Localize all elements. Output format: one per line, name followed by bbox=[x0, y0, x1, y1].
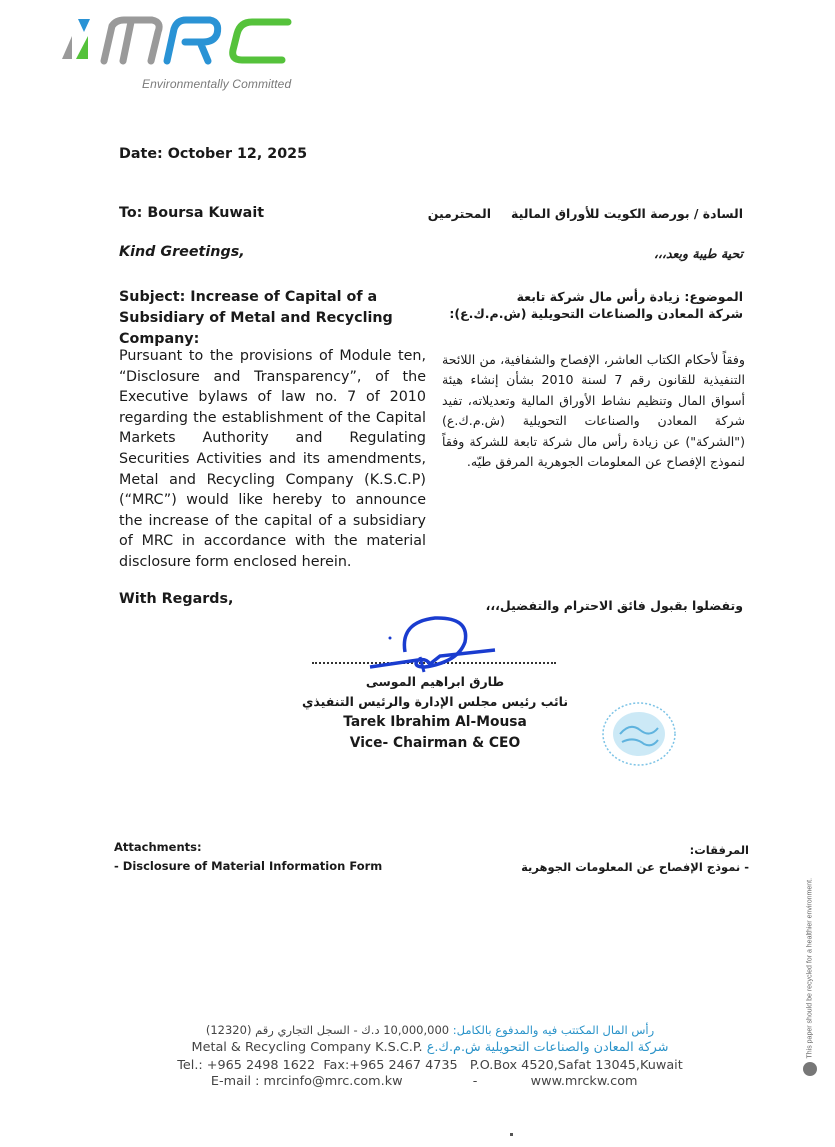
letterhead-footer bbox=[150, 1022, 710, 1089]
mrc-logo bbox=[60, 14, 300, 74]
attachments-label-en: Attachments: bbox=[114, 840, 202, 854]
recipient-ar-name: السادة / بورصة الكويت للأوراق المالية bbox=[511, 206, 743, 221]
footer-company-line bbox=[150, 1039, 710, 1057]
footer-company-ar: شركة المعادن والصناعات التحويلية ش.م.ك.ع bbox=[426, 1040, 669, 1055]
logo-tagline: Environmentally Committed bbox=[142, 77, 292, 91]
attachment-item-ar: - نموذج الإفصاح عن المعلومات الجوهرية bbox=[521, 860, 749, 874]
body-en: Pursuant to the provisions of Module ten, “Disclosure and Transparency”, of the Executive bylaws of law no. 7 of 2010 regarding the establishment of the Capital Markets Authority and Regulating Securities Activities and its amendments, Metal and Recycling Company (K.S.C.P) (“MRC”) would like hereby to announce the increase of the capital of a subsidiary of MRC in accordance with the material disclosure form enclosed herein. bbox=[119, 348, 426, 570]
body-ar: وفقاً لأحكام الكتاب العاشر، الإفصاح والشفافية، من اللائحة التنفيذية للقانون رقم 7 لسنة 2010 بشأن إنشاء هيئة أسواق المال وتنظيم نشاط الأوراق المالية وتعديلاته، تفيد شركة المعادن والصناعات التحويلية (ش.م.ك.ع) ("الشركة") عن زيادة رأس مال شركة تابعة للشركة وفقاً لنموذج الإفصاح عن المعلومات الجوهرية المرفق طيّه. bbox=[442, 352, 745, 470]
footer-tel: Tel.: +965 2498 1622 bbox=[177, 1058, 316, 1073]
company-stamp-icon bbox=[600, 700, 678, 768]
footer-registry-label: د.ك - السجل التجاري رقم bbox=[255, 1023, 380, 1037]
footer-website[interactable]: www.mrckw.com bbox=[530, 1074, 638, 1089]
signatory-name-ar: طارق ابراهيم الموسى bbox=[365, 674, 505, 689]
subject-ar bbox=[423, 288, 743, 322]
footer-capital-amount: 10,000,000 bbox=[383, 1023, 450, 1037]
attachments-ar bbox=[521, 842, 749, 876]
signatory-title-en: Vice- Chairman & CEO bbox=[349, 735, 521, 751]
recycle-icon bbox=[803, 1062, 817, 1076]
footer-email[interactable]: E-mail : mrcinfo@mrc.com.kw bbox=[210, 1074, 403, 1089]
subject-en: Subject: Increase of Capital of a Subsidiary of Metal and Recycling Company: bbox=[119, 289, 393, 347]
signatory-name-en: Tarek Ibrahim Al-Mousa bbox=[343, 714, 527, 730]
page-mark bbox=[510, 1133, 513, 1136]
greeting-ar: تحية طيبة وبعد،،، bbox=[653, 246, 743, 261]
recycle-note bbox=[800, 877, 818, 1080]
subject-ar-line1: الموضوع: زيادة رأس مال شركة تابعة bbox=[516, 289, 743, 304]
closing-en: With Regards, bbox=[119, 591, 234, 607]
recipient-ar-honorific: المحترمين bbox=[427, 206, 492, 221]
signatory-title-ar: نائب رئيس مجلس الإدارة والرئيس التنفيذي bbox=[301, 694, 569, 709]
footer-capital-label: رأس المال المكتتب فيه والمدفوع بالكامل: bbox=[452, 1023, 655, 1037]
footer-company-en: Metal & Recycling Company K.S.C.P. bbox=[191, 1040, 423, 1055]
footer-fax: Fax:+965 2467 4735 bbox=[323, 1058, 458, 1073]
attachments-label-ar: المرفقات: bbox=[689, 843, 749, 857]
recipient: To: Boursa Kuwait bbox=[119, 205, 265, 221]
footer-registry-number: (12320) bbox=[205, 1023, 252, 1037]
greeting-en: Kind Greetings, bbox=[119, 244, 245, 260]
signatory-block bbox=[300, 672, 570, 754]
footer-pobox: P.O.Box 4520,Safat 13045,Kuwait bbox=[469, 1058, 683, 1073]
letter-date: Date: October 12, 2025 bbox=[119, 146, 308, 162]
footer-contact-line bbox=[150, 1057, 710, 1074]
footer-capital-line bbox=[150, 1022, 710, 1039]
subject-ar-line2: شركة المعادن والصناعات التحويلية (ش.م.ك.ع): bbox=[449, 306, 743, 321]
attachment-item-en: - Disclosure of Material Information Form bbox=[114, 859, 383, 873]
footer-web-line bbox=[150, 1074, 710, 1089]
recipient-ar bbox=[413, 206, 743, 221]
closing-ar: وتفضلوا بقبول فائق الاحترام والتفضيل،،، bbox=[485, 598, 743, 613]
recycle-note-text: This paper should be recycled for a healthier environment. bbox=[806, 877, 814, 1059]
footer-separator: - bbox=[472, 1074, 478, 1089]
attachments-en bbox=[114, 838, 382, 876]
